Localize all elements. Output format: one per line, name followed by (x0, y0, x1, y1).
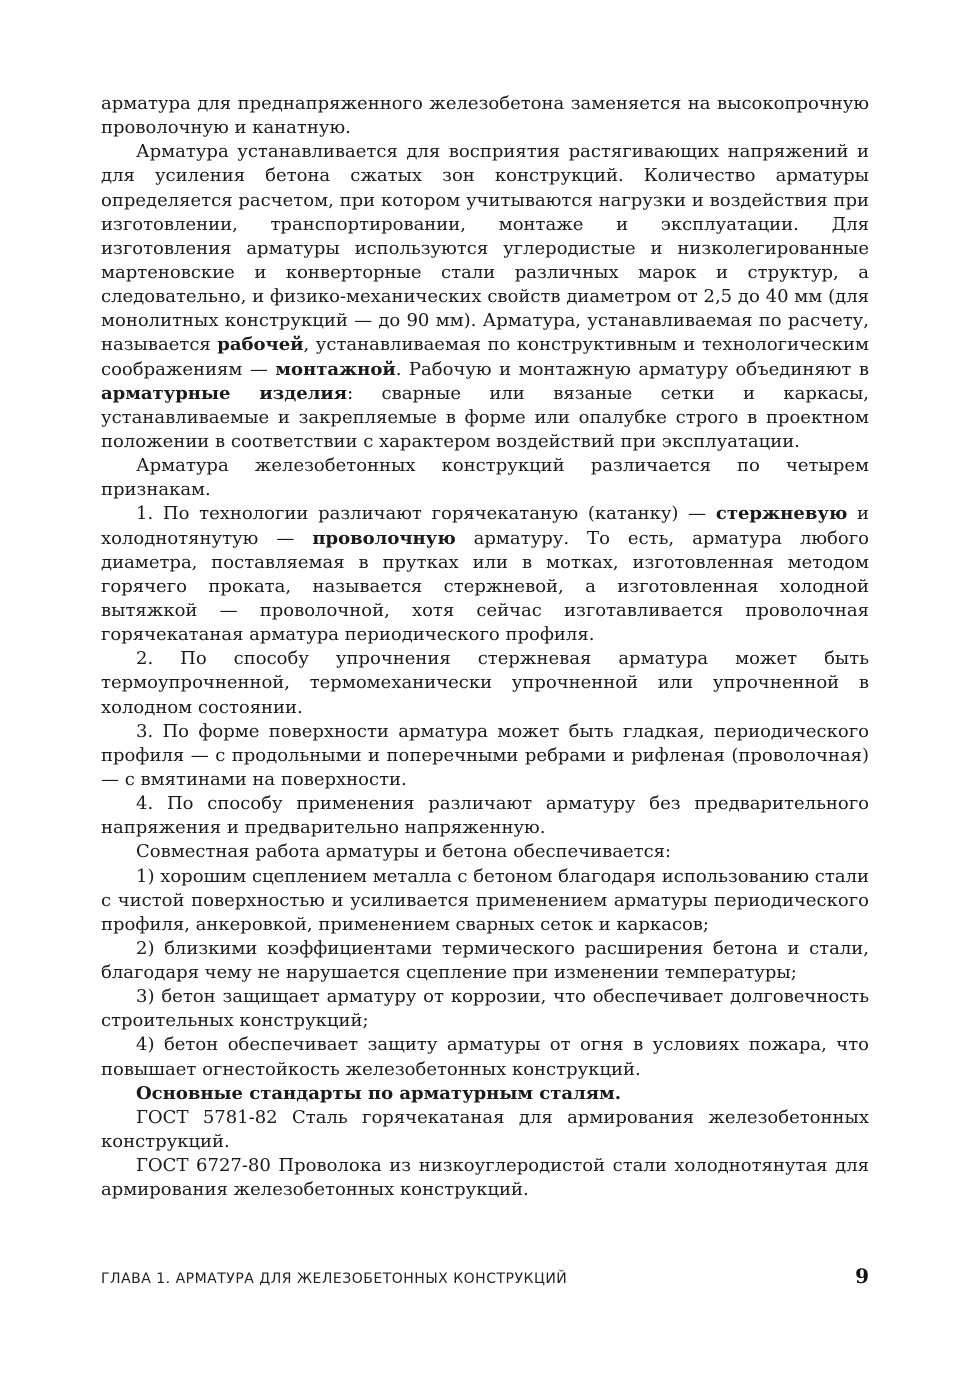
page-number: 9 (855, 1264, 869, 1288)
paragraph (101, 840, 869, 864)
bold-term: Основные стандарты по арматурным сталям. (136, 1082, 621, 1104)
text-run: , устанавливаемая по конструктивным и технологическим соображениям — (101, 334, 869, 380)
text-run: арматуру. То есть, арматура любого диаметра, поставляемая в прутках или в мотках, изготовленная методом горячего проката, называется стержневой, а изготовленная холодной вытяжкой — проволочной, хотя сейчас изготавливается проволочная горячекатаная арматура периодического профиля. (101, 527, 869, 646)
text-run: 2. По способу упрочнения стержневая арматура может быть термоупрочненной, термомеханически упрочненной или упрочненной в холодном состоянии. (101, 648, 869, 718)
paragraph (101, 140, 869, 454)
running-head: ГЛАВА 1. АРМАТУРА ДЛЯ ЖЕЛЕЗОБЕТОННЫХ КОНСТРУКЦИЙ (101, 1271, 568, 1287)
paragraph (101, 865, 869, 937)
text-run: 3) бетон защищает арматуру от коррозии, что обеспечивает долговечность строительных конструкций; (101, 986, 869, 1032)
text-run: ГОСТ 6727-80 Проволока из низкоуглеродистой стали холоднотянутая для армирования железобетонных конструкций. (101, 1155, 869, 1201)
text-run: и холоднотянутую — (101, 503, 870, 549)
text-run: 1) хорошим сцеплением металла с бетоном благодаря использованию стали с чистой поверхностью и усиливается применением арматуры периодического профиля, анкеровкой, применением сварных сеток и каркасов; (101, 865, 870, 935)
text-run: 1. По технологии различают горячекатаную (катанку) — (136, 503, 716, 525)
text-run: ГОСТ 5781-82 Сталь горячекатаная для армирования железобетонных конструкций. (101, 1106, 869, 1153)
paragraph (101, 720, 869, 792)
text-run: 4) бетон обеспечивает защиту арматуры от огня в условиях пожара, что повышает огнестойкость железобетонных конструкций. (101, 1034, 869, 1080)
paragraph (101, 454, 869, 502)
bold-term: стержневую (715, 503, 848, 525)
text-run: Совместная работа арматуры и бетона обеспечивается: (136, 841, 672, 863)
paragraph (101, 92, 869, 140)
page-footer (101, 1264, 869, 1288)
paragraph (101, 1154, 869, 1202)
paragraph (101, 792, 869, 840)
bold-term: проволочную (312, 527, 456, 549)
bold-term: арматурные изделия (101, 382, 348, 404)
paragraph (101, 985, 869, 1033)
paragraph (101, 1033, 869, 1081)
text-run: : сварные или вязаные сетки и каркасы, устанавливаемые и закрепляемые в форме или опалубке строго в проектном положении в соответствии с характером воздействий при эксплуатации. (101, 382, 869, 452)
text-run: 3. По форме поверхности арматура может быть гладкая, периодического профиля — с продольными и поперечными ребрами и рифленая (проволочная) — с вмятинами на поверхности. (101, 720, 869, 790)
paragraph (101, 937, 869, 985)
text-run: . Рабочую и монтажную арматуру объединяют в (395, 358, 869, 380)
text-run: 2) близкими коэффициентами термического расширения бетона и стали, благодаря чему не нарушается сцепление при изменении температуры; (101, 937, 869, 984)
text-run: арматура для преднапряженного железобетона заменяется на высокопрочную проволочную и канатную. (101, 93, 869, 139)
paragraph (101, 1082, 869, 1106)
paragraph (101, 647, 869, 719)
text-run: Арматура устанавливается для восприятия растягивающих напряжений и для усиления бетона сжатых зон конструкций. Количество арматуры определяется расчетом, при котором учитываются нагрузки и воздействия при изготовлении, транспортировании, монтаже и эксплуатации. Для изготовления арматуры используются углеродистые и низколегированные мартеновские и конверторные стали различных марок и структур, а следовательно, и физико-механических свойств диаметром от 2,5 до 40 мм (для монолитных конструкций — до 90 мм). Арматура, устанавливаемая по расчету, называется (101, 141, 869, 356)
text-run: Арматура железобетонных конструкций различается по четырем признакам. (101, 455, 869, 501)
bold-term: монтажной (275, 358, 396, 380)
text-run: 4. По способу применения различают арматуру без предварительного напряжения и предварительно напряженную. (101, 793, 869, 839)
paragraph (101, 502, 869, 647)
bold-term: рабочей (217, 334, 304, 356)
paragraph (101, 1106, 869, 1154)
page-body (101, 92, 869, 1202)
